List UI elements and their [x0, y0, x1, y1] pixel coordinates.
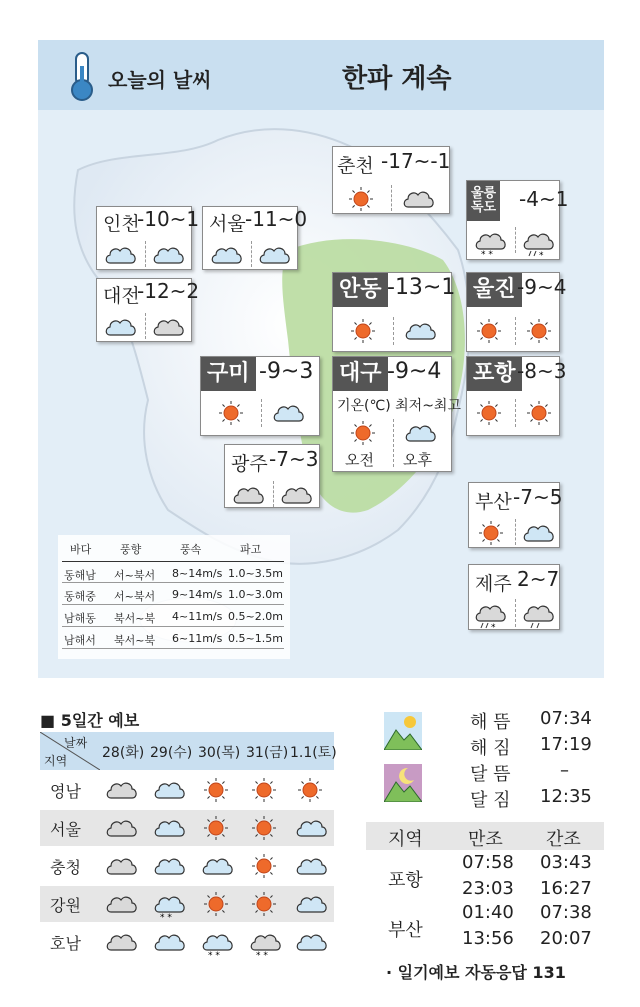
partly-cloudy-icon: [521, 519, 555, 555]
city-temp: -7~5: [513, 485, 563, 509]
tide-header: 간조: [546, 829, 581, 850]
tide-high: 13:56: [462, 928, 514, 949]
sea-header: 바다: [70, 543, 92, 556]
partly-cloudy-icon: [271, 399, 305, 435]
sea-header: 파고: [240, 543, 262, 556]
headline: 한파 계속: [342, 64, 452, 94]
city-box-daegu: [332, 356, 461, 472]
sun-icon: [345, 185, 379, 221]
partly-cloudy-icon: [152, 852, 186, 888]
city-box-uljin: [466, 272, 567, 352]
forecast-row: [40, 772, 334, 808]
date-header: 28(화): [102, 745, 145, 761]
date-header: 1.1(토): [290, 745, 337, 761]
sunrise-label: 해 뜸: [470, 712, 511, 733]
svg-text:* *: * *: [160, 913, 172, 922]
svg-text:* *: * *: [208, 951, 220, 960]
svg-text:*: *: [491, 623, 496, 631]
forecast-region: 영남: [50, 782, 81, 801]
tide-region: 포항: [388, 870, 423, 891]
moonset-mountain-icon: [384, 764, 422, 802]
svg-text:* *: * *: [481, 250, 493, 259]
partly-cloudy-icon: [294, 890, 328, 926]
city-temp: -7~3: [269, 447, 319, 471]
forecast-title: ■ 5일간 예보: [40, 711, 140, 730]
forecast-header: [40, 732, 337, 770]
sun-icon: [200, 814, 234, 850]
sunset-time: 17:19: [540, 734, 592, 755]
partly-cloudy-icon: [294, 928, 328, 964]
date-header: 31(금): [246, 745, 289, 761]
partly-cloudy-icon: [209, 241, 243, 277]
forecast-region: 강원: [50, 896, 81, 915]
sun-icon: [294, 776, 328, 812]
date-header: 29(수): [150, 745, 193, 761]
date-header: 30(목): [198, 745, 241, 761]
sunrise-mountain-icon: [384, 712, 422, 750]
snow-partly-icon: [200, 928, 234, 964]
sun-icon: [523, 399, 557, 435]
city-label: 포항: [467, 357, 522, 391]
tide-low: 03:43: [540, 852, 592, 873]
sun-icon: [248, 852, 282, 888]
city-name: 춘천: [337, 155, 374, 177]
sea-row: 동해중 서~북서 9~14m/s 1.0~3.0m: [62, 583, 284, 605]
city-name: 광주: [231, 453, 268, 475]
sun-icon: [248, 776, 282, 812]
city-temp: -17~-1: [381, 149, 451, 173]
partly-cloudy-icon: [152, 814, 186, 850]
tide-low: 07:38: [540, 902, 592, 923]
svg-text:* *: * *: [256, 951, 268, 960]
city-temp: -13~1: [387, 275, 456, 300]
city-temp: -9~4: [387, 359, 442, 384]
svg-text:*: *: [539, 251, 544, 259]
partly-cloudy-icon: [294, 814, 328, 850]
city-temp: -4~1: [519, 187, 569, 211]
city-temp: -11~0: [245, 207, 308, 231]
footer-note: · 일기예보 자동응답 131: [386, 963, 566, 982]
tide-low: 20:07: [540, 928, 592, 949]
partly-cloudy-icon: [403, 317, 437, 353]
city-name: 대전: [103, 285, 140, 307]
city-box-daejeon: [96, 278, 200, 342]
partly-cloudy-icon: [151, 241, 185, 277]
partly-cloudy-icon: [257, 241, 291, 277]
partly-cloudy-icon: [103, 241, 137, 277]
corner-region-label: 지역: [44, 754, 68, 768]
city-box-ulleung: [466, 180, 569, 260]
cloud-icon: [151, 313, 185, 349]
snow-cloud-icon: [248, 928, 282, 964]
panel-header: [38, 40, 604, 110]
sunrise-time: 07:34: [540, 708, 592, 729]
moonset-label: 달 짐: [470, 790, 511, 811]
city-temp: -9~3: [259, 359, 314, 384]
sea-row: 동해남 서~북서 8~14m/s 1.0~3.5m: [62, 561, 284, 583]
panel-title: 오늘의 날씨: [108, 68, 212, 92]
city-box-jeju: [468, 564, 560, 630]
city-label: 울진: [467, 273, 522, 307]
tide-region: 부산: [388, 920, 423, 941]
city-temp: -8~3: [517, 359, 567, 383]
partly-cloudy-icon: [200, 852, 234, 888]
city-box-chuncheon: [332, 146, 450, 214]
city-temp: -10~1: [137, 207, 200, 231]
sun-icon: [475, 519, 509, 555]
sun-icon: [248, 890, 282, 926]
cloud-icon: [104, 776, 138, 812]
forecast-row: [40, 886, 334, 922]
city-temp: -9~4: [517, 275, 567, 299]
city-temp: -12~2: [137, 279, 200, 303]
forecast-row: [40, 810, 334, 846]
thermometer-icon: [66, 50, 98, 102]
tide-high: 07:58: [462, 852, 514, 873]
am-label: 오전: [345, 451, 374, 469]
city-label: 대구: [333, 357, 388, 391]
moonset-time: 12:35: [540, 786, 592, 807]
cloud-icon: [279, 481, 313, 517]
rain-snow-cloud-icon: [473, 599, 507, 635]
forecast-region: 서울: [50, 820, 81, 839]
city-box-gumi: [200, 356, 320, 436]
city-name: 서울: [209, 213, 246, 235]
sun-icon: [248, 814, 282, 850]
tide-low: 16:27: [540, 878, 592, 899]
moonrise-time: –: [560, 760, 569, 781]
tide-high: 01:40: [462, 902, 514, 923]
sea-conditions-table: [58, 535, 290, 659]
city-name: 제주: [475, 573, 512, 595]
city-label: 안동: [333, 273, 388, 307]
pm-label: 오후: [403, 451, 432, 469]
city-box-busan: [468, 482, 563, 548]
city-name: 인천: [103, 213, 140, 235]
moonrise-label: 달 뜸: [470, 764, 511, 785]
cloud-icon: [231, 481, 265, 517]
rain-snow-cloud-icon: [521, 227, 555, 263]
city-temp: 2~7: [517, 567, 560, 591]
sun-icon: [200, 776, 234, 812]
cloud-icon: [401, 185, 435, 221]
forecast-region: 호남: [50, 934, 81, 953]
city-label: 구미: [201, 357, 256, 391]
city-name: 부산: [475, 491, 512, 513]
sea-header: 풍향: [120, 543, 142, 556]
sea-header: 풍속: [180, 543, 202, 556]
city-box-pohang: [466, 356, 567, 436]
cloud-icon: [104, 890, 138, 926]
forecast-row: [40, 848, 334, 884]
cloud-icon: [104, 928, 138, 964]
sun-icon: [473, 399, 507, 435]
partly-cloudy-icon: [152, 776, 186, 812]
partly-cloudy-icon: [103, 313, 137, 349]
rain-cloud-icon: [521, 599, 555, 635]
sea-row: 남해동 북서~북 4~11m/s 0.5~2.0m: [62, 605, 284, 627]
snow-partly-icon: [152, 890, 186, 926]
forecast-region: 충청: [50, 858, 81, 877]
partly-cloudy-icon: [294, 852, 328, 888]
tide-header: 지역: [388, 829, 423, 850]
cloud-icon: [104, 852, 138, 888]
partly-cloudy-icon: [152, 928, 186, 964]
temp-legend-note: 기온(℃) 최저~최고: [337, 398, 461, 414]
sun-icon: [473, 317, 507, 353]
city-box-gwangju: [224, 444, 320, 508]
sun-icon: [200, 890, 234, 926]
sun-icon: [523, 317, 557, 353]
sea-row: 남해서 북서~북 6~11m/s 0.5~1.5m: [62, 627, 284, 649]
tide-high: 23:03: [462, 878, 514, 899]
snow-cloud-icon: [473, 227, 507, 263]
sunset-label: 해 짐: [470, 738, 511, 759]
corner-date-label: 날짜: [64, 736, 88, 750]
sun-icon: [215, 399, 249, 435]
cloud-icon: [104, 814, 138, 850]
tide-header: 만조: [468, 829, 503, 850]
city-label: 울릉 독도: [467, 181, 500, 221]
forecast-row: [40, 924, 334, 960]
sun-icon: [347, 317, 381, 353]
city-box-andong: [332, 272, 456, 352]
city-box-incheon: [96, 206, 200, 270]
city-box-seoul: [202, 206, 308, 270]
